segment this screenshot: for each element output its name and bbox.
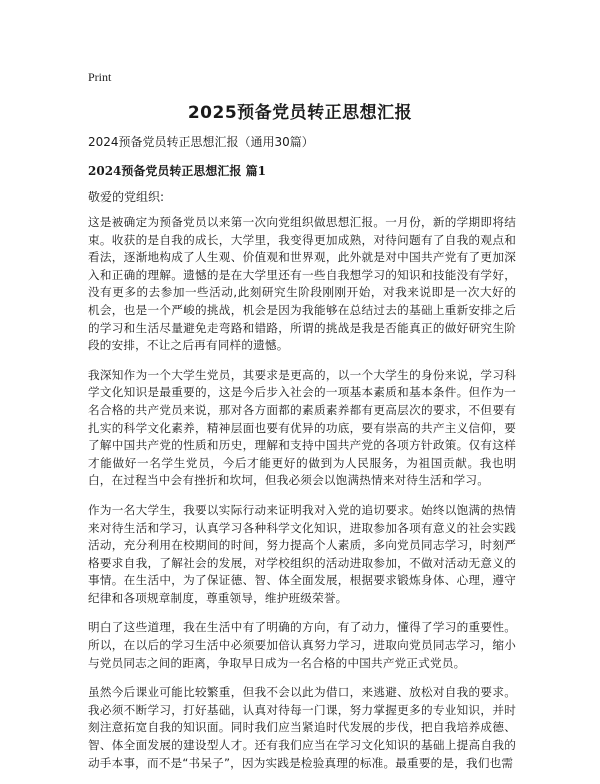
- paragraph: 明白了这些道理，我在生活中有了明确的方向，有了动力，懂得了学习的重要性。所以，在以后的学习生活中必须要加倍认真努力学习，进取向党员同志学习，缩小与党员同志之间的距离，争取早日成为一名合格的中国共产党正式党员。: [88, 620, 516, 670]
- document-title: 2025预备党员转正思想汇报: [187, 103, 413, 123]
- greeting: 敬爱的党组织:: [88, 190, 165, 204]
- section-heading: 2024预备党员转正思想汇报 篇1: [88, 164, 266, 178]
- paragraph: 虽然今后课业可能比较繁重，但我不会以此为借口，来逃避、放松对自我的要求。我必须不断学习，打好基础，认真对待每一门课，努力掌握更多的专业知识，并时刻注意拓宽自我的知识面。同时我们应当紧追时代发展的步伐，把自我培养成德、智、体全面发展的建设型人才。还有我们应当在学习文化知识的基础上提高自我的动手本事，而不是“书呆子”，因为实践是检验真理的标准。最重要的是，我们也需: [88, 685, 516, 770]
- document-subtitle: 2024预备党员转正思想汇报（通用30篇）: [88, 135, 314, 149]
- paragraph: 作为一名大学生，我要以实际行动来证明我对入党的追切要求。始终以饱满的热情来对待生活和学习，认真学习各种科学文化知识，进取参加各项有意义的社会实践活动，充分利用在校期间的时间，努力提高个人素质，多向党员同志学习，时刻严格要求自我，了解社会的发展，对学校组织的活动进取参加，不做对活动无意义的事情。在生活中，为了保证德、智、体全面发展，根据要求锻炼身体、心理，遵守纪律和各项规章制度，尊重领导，维护班级荣誉。: [88, 502, 516, 605]
- document-body: [88, 214, 516, 784]
- paragraph: 这是被确定为预备党员以来第一次向党组织做思想汇报。一月份，新的学期即将结束。收获的是自我的成长，大学里，我变得更加成熟，对待问题有了自我的观点和看法，逐渐地构成了人生观、价值观和世界观，此外就是对中国共产党有了更加深入和正确的理解。遗憾的是在大学里还有一些自我想学习的知识和技能没有学好，没有更多的去参加一些活动,此刻研究生阶段刚刚开始，对我来说即是一次大好的机会，也是一个严峻的挑战，机会是因为我能够在总结过去的基础上重新安排之后的学习和生活尽量避免走弯路和错路，所谓的挑战是我是否能真正的做好研究生阶段的安排，不让之后再有同样的遗憾。: [88, 215, 516, 353]
- print-label[interactable]: Print: [88, 70, 112, 84]
- paragraph: 我深知作为一个大学生党员，其要求是更高的，以一个大学生的身份来说，学习科学文化知识是最重要的，这是今后步入社会的一项基本素质和基本条件。但作为一名合格的共产党员来说，那对各方面都的素质素养都有更高层次的要求，不但要有扎实的科学文化素养，精神层面也要有优异的功底，要有崇高的共产主义信仰，要了解中国共产党的性质和历史，理解和支持中国共产党的各项方针政策。仅有这样才能做好一名学生党员，今后才能更好的做到为人民服务，为祖国贡献。我也明白，在过程当中会有挫折和坎坷，但我必须会以饱满热情来对待生活和学习。: [88, 367, 516, 488]
